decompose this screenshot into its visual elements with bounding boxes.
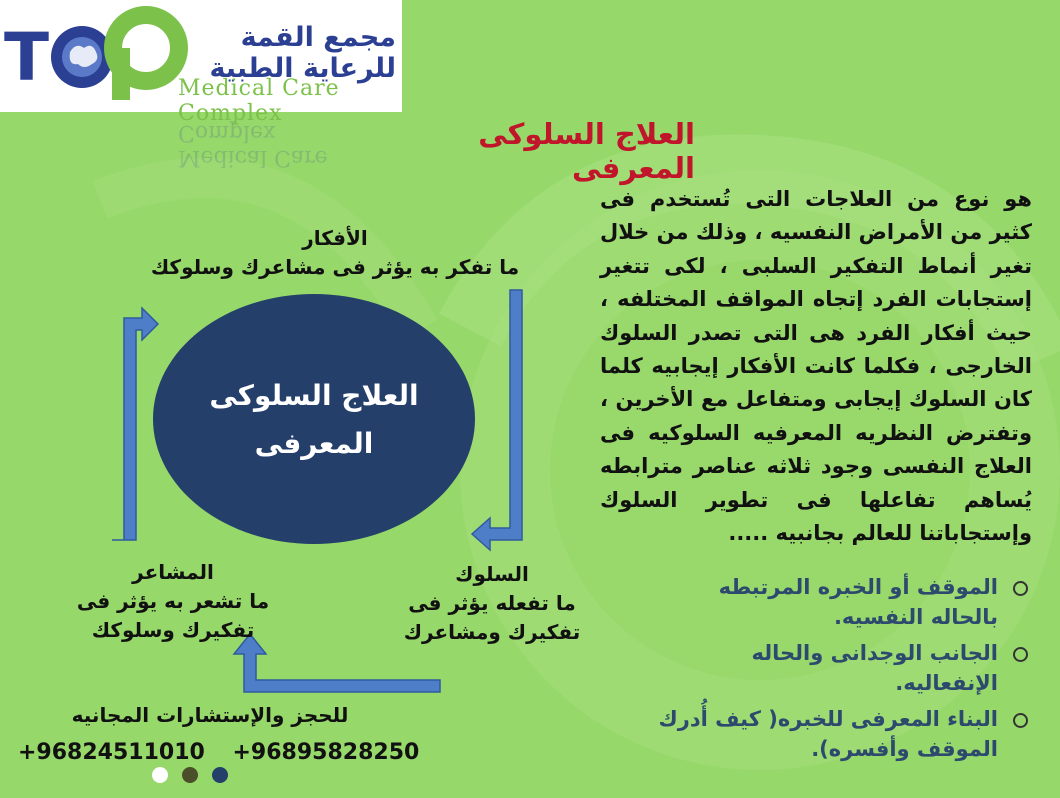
list-item: الجانب الوجدانى والحاله الإنفعاليه. [650,638,1032,698]
thoughts-label [150,224,520,282]
arrow-down-right-icon [472,290,522,550]
logo-reflection-text: Medical Care Complex [178,120,328,170]
contact-label: للحجز والإستشارات المجانيه [71,703,349,727]
feelings-heading: المشاعر [132,560,214,584]
page-title: العلاج السلوكى المعرفى [478,117,695,185]
feelings-text: ما تشعر به يؤثر فى تفكيرك وسلوكك [76,589,270,642]
thoughts-heading: الأفكار [302,226,368,250]
phone-numbers [18,740,439,765]
list-item: الموقف أو الخبره المرتبطه بالحاله النفسيه. [650,572,1032,632]
arrow-up-left-icon [112,308,158,540]
description-paragraph: هو نوع من العلاجات التى تُستخدم فى كثير من الأمراض النفسيه ، وذلك من خلال تغير أنماط التفكير السلبى ، لكى تتغير إستجابات الفرد إتجاه المواقف المختلفه ، حيث أفكار الفرد هى التى تصدر السلوك الخارجى ، فكلما كانت الأفكار إيجابيه كلما كان السلوك إيجابى ومتفاعل مع الأخرين ، وتفترض النظريه المعرفيه السلوكيه فى العلاج النفسى وجود ثلاثه عناصر مترابطه يُساهم تفاعلها فى تطوير السلوك وإستجاباتنا للعالم بجانبيه ..... [600,187,1032,546]
dot-icon [182,767,198,783]
feelings-label [52,558,294,645]
list-item: البناء المعرفى للخبره( كيف أُدرك الموقف وأفسره). [650,704,1032,764]
behavior-text: ما تفعله يؤثر فى تفكيرك ومشاعرك [403,591,581,644]
behavior-label [382,560,602,647]
dot-icon [212,767,228,783]
behavior-heading: السلوك [455,562,529,586]
center-label: العلاج السلوكى المعرفى [209,379,419,460]
thoughts-text: ما تفكر به يؤثر فى مشاعرك وسلوكك [150,255,520,279]
logo-arabic-name: مجمع القمة للرعاية الطبية [209,22,396,84]
phone-number[interactable]: +96824511010 [18,740,205,765]
svg-text:T: T [4,19,50,96]
dot-icon [152,767,168,783]
phone-number[interactable]: +96895828250 [232,740,420,765]
pagination-dots [152,767,242,787]
logo-english-name: Medical Care Complex [178,76,340,126]
